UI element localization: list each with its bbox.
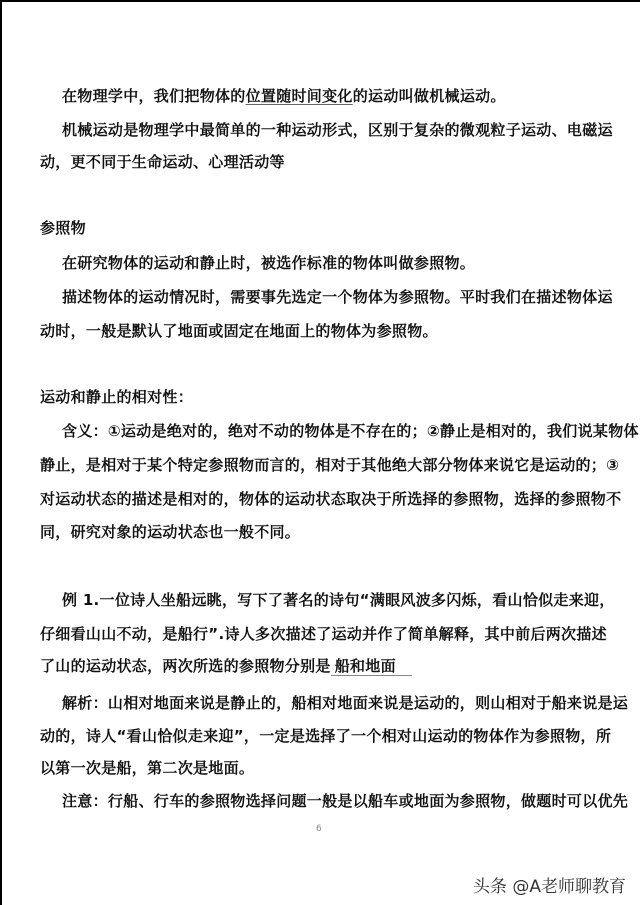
paragraph-line: 静止，是相对于某个特定参照物而言的，相对于其他绝大部分物体来说它是运动的；③	[40, 456, 620, 474]
page-number: 6	[316, 824, 322, 834]
paragraph-line: 描述物体的运动情况时，需要事先选定一个物体为参照物。平时我们在描述物体运	[62, 288, 613, 306]
paragraph-mechanical-motion-definition	[62, 86, 640, 106]
underlined-term: 位置随时间变化	[245, 87, 353, 105]
text: 了山的运动状态，两次所选的参照物分别是	[40, 657, 331, 675]
note-line: 注意：行船、行车的参照物选择问题一般是以船车或地面为参照物，做题时可以优先	[62, 792, 629, 810]
text: 的运动叫做机械运动。	[352, 87, 506, 105]
analysis-line: 以第一次是船，第二次是地面。	[40, 759, 255, 777]
section-heading-relativity: 运动和静止的相对性：	[40, 388, 194, 406]
analysis-line: 解析：山相对地面来说是静止的，船相对地面来说是运动的，则山相对于船来说是运	[62, 694, 629, 712]
answer-blank: 船和地面	[331, 657, 412, 676]
paragraph-line: 动时，一般是默认了地面或固定在地面上的物体为参照物。	[40, 322, 438, 340]
paragraph-line: 同，研究对象的运动状态也一般不同。	[40, 523, 301, 541]
analysis-line: 动的，诗人“看山恰似走来迎”，一定是选择了一个相对山运动的物体作为参照物，所	[40, 727, 612, 745]
section-heading-reference-object: 参照物	[40, 219, 86, 237]
paragraph-line: 对运动状态的描述是相对的，物体的运动状态取决于所选择的参照物，选择的参照物不	[40, 490, 622, 508]
paragraph-line: 机械运动是物理学中最简单的一种运动形式，区别于复杂的微观粒子运动、电磁运	[62, 121, 613, 139]
text: 在物理学中，我们把物体的	[62, 87, 246, 105]
paragraph-line: 含义：①运动是绝对的，绝对不动的物体是不存在的；②静止是相对的，我们说某物体	[62, 422, 639, 440]
example-line: 例 1.一位诗人坐船远眺，写下了著名的诗句“满眼风波多闪烁，看山恰似走来迎，	[62, 591, 615, 609]
example-line: 仔细看山山不动，是船行”.诗人多次描述了运动并作了简单解释，其中前后两次描述	[40, 625, 607, 643]
paragraph-line: 在研究物体的运动和静止时，被选作标准的物体叫做参照物。	[62, 254, 476, 272]
example-line-answer	[40, 656, 620, 676]
watermark: 头条 @A老师聊教育	[472, 877, 626, 897]
paragraph-line: 动，更不同于生命运动、心理活动等	[40, 153, 285, 171]
